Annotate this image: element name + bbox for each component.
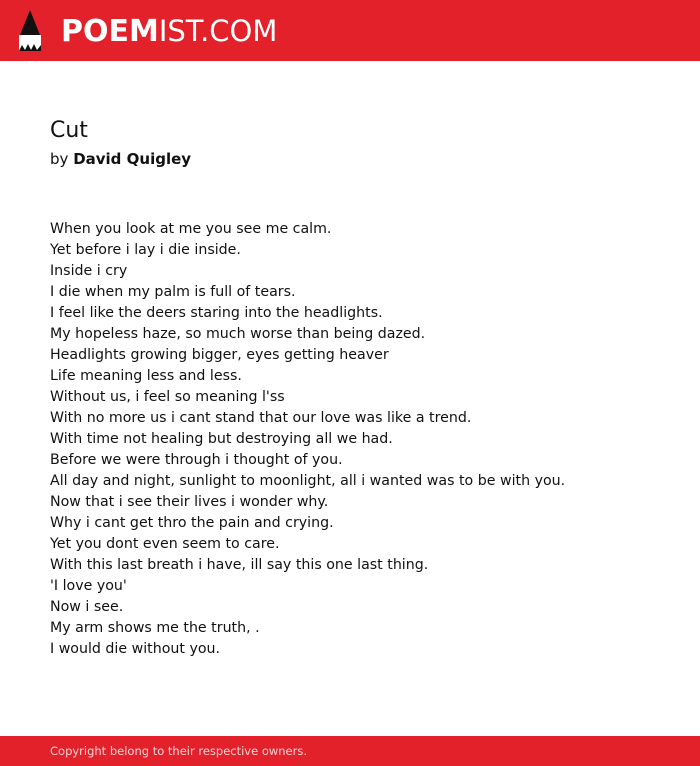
poem-line: My hopeless haze, so much worse than being dazed. bbox=[50, 326, 426, 342]
poem-line: I die when my palm is full of tears. bbox=[50, 284, 296, 300]
author-name: David Quigley bbox=[73, 150, 192, 168]
poem-line: My arm shows me the truth, . bbox=[50, 620, 260, 636]
copyright-text: Copyright belong to their respective owners. bbox=[50, 744, 308, 758]
poem-line: Now that i see their lives i wonder why. bbox=[50, 494, 329, 510]
poem-line: 'I love you' bbox=[50, 578, 127, 594]
poem-line: When you look at me you see me calm. bbox=[50, 221, 332, 237]
poem-line: Before we were through i thought of you. bbox=[50, 452, 343, 468]
poem-line: Headlights growing bigger, eyes getting heaver bbox=[50, 347, 389, 363]
pencil-icon[interactable] bbox=[18, 10, 42, 51]
poem-line: With this last breath i have, ill say this one last thing. bbox=[50, 557, 429, 573]
poem-line: Yet you dont even seem to care. bbox=[50, 536, 280, 552]
poem-body bbox=[50, 219, 670, 660]
logo-text-rest: IST.COM bbox=[158, 14, 278, 48]
poem-line: Yet before i lay i die inside. bbox=[50, 242, 241, 258]
poem-line: I feel like the deers staring into the headlights. bbox=[50, 305, 383, 321]
by-label: by bbox=[50, 150, 69, 168]
logo-text-bold: POEM bbox=[61, 14, 159, 49]
poem-line: Now i see. bbox=[50, 599, 124, 615]
byline bbox=[50, 148, 191, 170]
poem-line: Without us, i feel so meaning l'ss bbox=[50, 389, 285, 405]
poem-line: With no more us i cant stand that our love was like a trend. bbox=[50, 410, 472, 426]
site-logo[interactable] bbox=[61, 13, 277, 49]
poem-line: I would die without you. bbox=[50, 641, 221, 657]
poem-title: Cut bbox=[50, 118, 88, 143]
poem-line: Life meaning less and less. bbox=[50, 368, 242, 384]
site-footer bbox=[0, 736, 700, 766]
poem-line: Inside i cry bbox=[50, 263, 128, 279]
poem-line: All day and night, sunlight to moonlight, all i wanted was to be with you. bbox=[50, 473, 566, 489]
poem-line: Why i cant get thro the pain and crying. bbox=[50, 515, 334, 531]
site-header bbox=[0, 0, 700, 61]
poem-line: With time not healing but destroying all we had. bbox=[50, 431, 393, 447]
